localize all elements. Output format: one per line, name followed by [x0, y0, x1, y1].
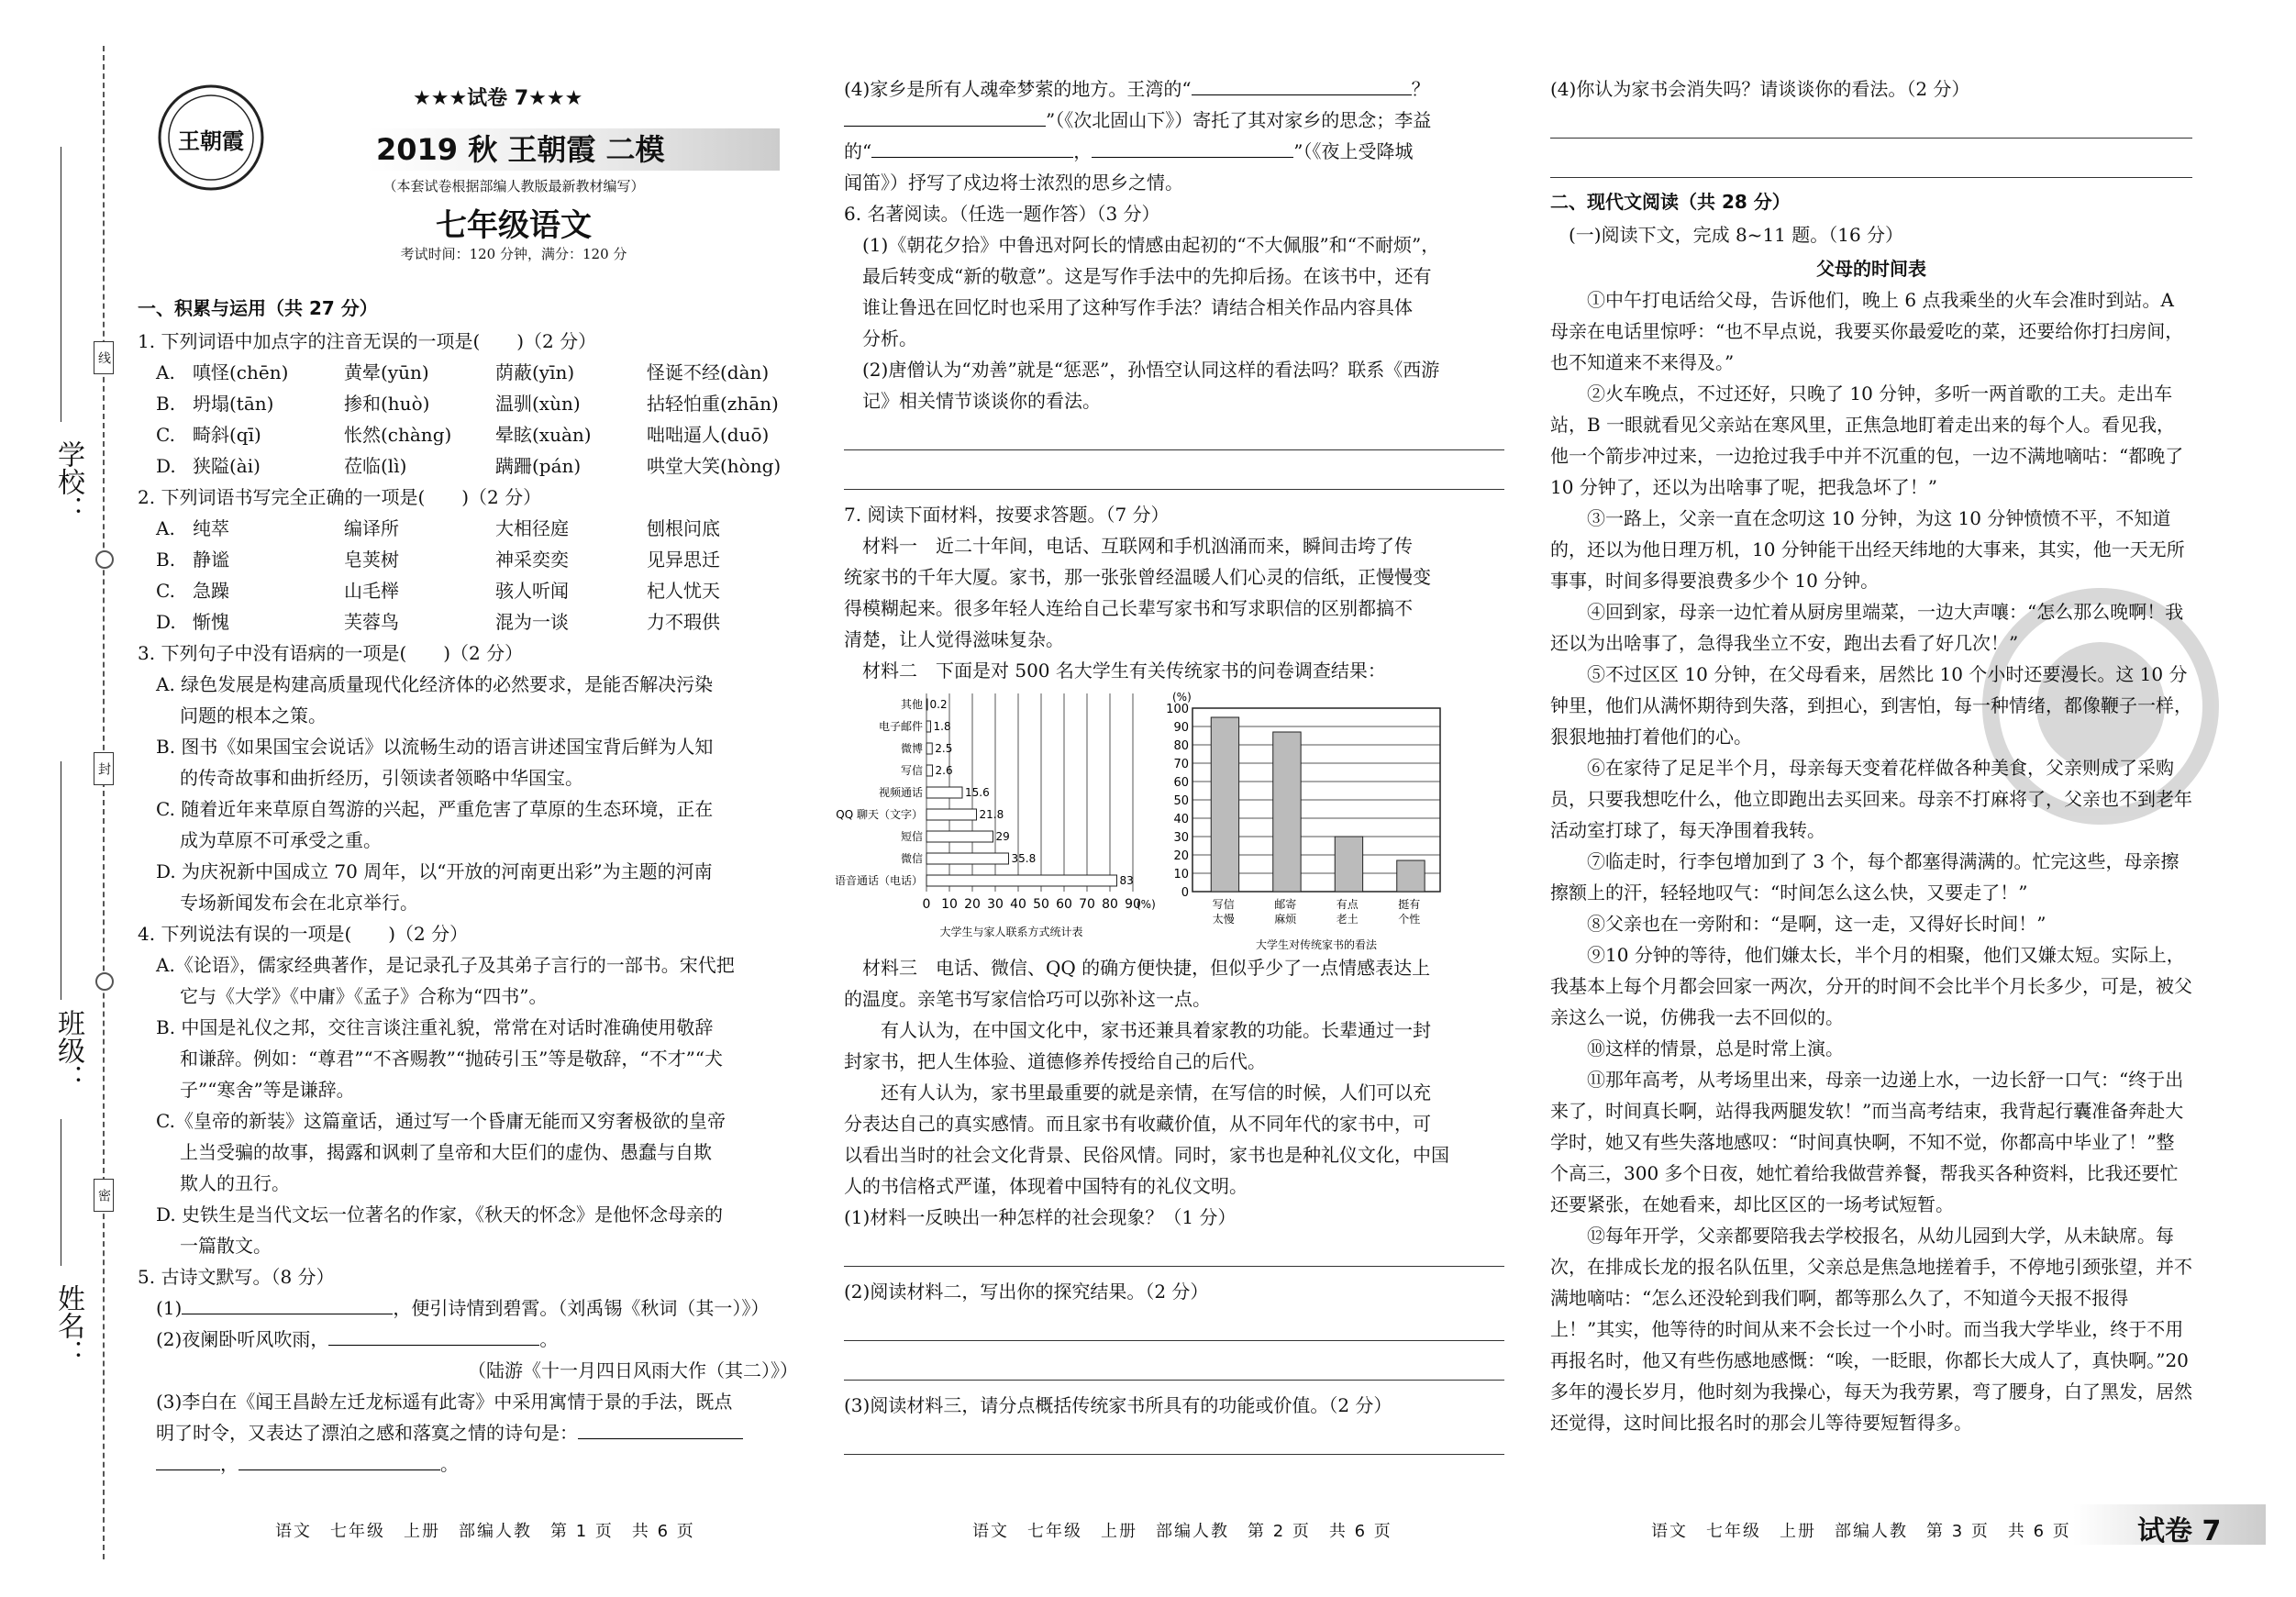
question-stem: 3. 下列句子中没有语病的一项是( )（2 分）	[138, 642, 524, 664]
text-line: 材料一 近二十年间，电话、互联网和手机汹涌而来，瞬间击垮了传	[862, 535, 1413, 557]
text-line: 分析。	[862, 327, 917, 349]
option-grid: A. 纯萃 编译所 大相径庭 刨根问底 B. 静谧 皂荚树 神采奕奕 见异思迁 C. 急躁 山毛榉 骇人听闻 杞人忧天 D. 惭愧 芙蓉鸟 混为一谈 力不瑕供	[156, 517, 720, 633]
bar	[1273, 732, 1301, 892]
bar	[926, 809, 977, 820]
class-label: 班级：	[52, 1009, 84, 1092]
bar	[1211, 717, 1238, 892]
text-line: 人的书信格式严谨，体现着中国特有的礼仪文明。	[844, 1175, 1248, 1197]
category-label: 有点	[1336, 898, 1359, 911]
fill-line: ”（《次北固山下》）寄托了其对家乡的思念；李益	[844, 105, 1504, 136]
category-label: 短信	[900, 830, 923, 843]
category-label: 邮寄	[1274, 898, 1297, 911]
text-line: 分表达自己的真实感情。而且家书有收藏价值，从不同年代的家书中，可	[844, 1113, 1431, 1135]
dashed-cut-line	[103, 46, 105, 1559]
page-1	[138, 64, 798, 1480]
x-axis-unit: (%)	[1137, 898, 1156, 911]
y-tick-label: 80	[1173, 739, 1189, 753]
name-label: 姓名：	[52, 1284, 84, 1367]
text-line: 还有人认为，家书里最重要的就是亲情，在写信的时候，人们可以充	[881, 1081, 1431, 1103]
data-label: 21.8	[979, 808, 1004, 821]
sub-question: (3)阅读材料三，请分点概括传统家书所具有的功能或价值。（2 分）	[844, 1394, 1392, 1416]
data-label: 35.8	[1011, 852, 1037, 865]
x-tick-label: 90	[1125, 897, 1141, 912]
fill-line: ， 。	[138, 1448, 798, 1480]
y-tick-label: 90	[1173, 721, 1189, 735]
option-line: 成为草原不可承受之重。	[180, 829, 382, 851]
y-tick-label: 0	[1181, 886, 1189, 900]
category-label: 写信	[1212, 898, 1235, 911]
fill-line: (3)李白在《闻王昌龄左迁龙标遥有此寄》中采用寓情于景的手法，既点	[156, 1391, 733, 1413]
bar	[926, 787, 962, 798]
answer-line[interactable]	[844, 460, 1504, 490]
bar	[926, 831, 993, 842]
text-line: (1)《朝花夕拾》中鲁迅对阿长的情感由起初的“不大佩服”和“不耐烦”，	[862, 234, 1440, 256]
text-line: 得模糊起来。很多年轻人连给自己长辈写家书和写求职信的区别都搞不	[844, 597, 1413, 619]
bar	[926, 875, 1117, 886]
category-label: 太慢	[1212, 913, 1235, 926]
watermark-seal-icon	[1981, 587, 2220, 826]
paragraph: ⑥在家待了足足半个月，母亲每天变着花样做各种美食，父亲则成了采购员，只要我想吃什么，他立即跑出去买回来。母亲不打麻将了，父亲也不到老年活动室打球了，每天净围着我转。	[1550, 757, 2192, 841]
paragraph: ⑫每年开学，父亲都要陪我去学校报名，从幼儿园到大学，从未缺席。每次，在排成长龙的报名队伍里，父亲总是焦急地搓着手，不停地引颈张望，并不满地嘀咕：“怎么还没轮到我们啊，都等那么久了，不知道今天报不报得上！”其实，他等待的时间从来不会长过一个小时。而当我大学毕业，终于不用再报名时，他又有些伤感地感慨：“唉，一眨眼，你都长大成人了，真快啊。”20 多年的漫长岁月，他时刻为我操心，每天为我劳累，弯了腰身，白了黑发，居然还觉得，这时间比报名时的那会儿等待要短暂得多。	[1550, 1225, 2192, 1434]
option-line: 的传奇故事和曲折经历，引领读者领略中华国宝。	[180, 767, 583, 789]
text-line: 谁让鲁迅在回忆时也采用了这种写作手法？请结合相关作品内容具体	[862, 296, 1413, 318]
fill-line: (1) ，便引诗情到碧霄。（刘禹锡《秋词（其一）》）	[156, 1297, 770, 1319]
y-tick-label: 100	[1166, 703, 1189, 716]
fill-line: (4)家乡是所有人魂牵梦萦的地方。王湾的“ ？	[844, 78, 1430, 100]
category-label: 其他	[900, 698, 923, 711]
option-line: C. 随着近年来草原自驾游的兴起，严重危害了草原的生态环境，正在	[156, 798, 714, 820]
answer-blank[interactable]	[1192, 94, 1412, 95]
answer-line[interactable]	[844, 1311, 1504, 1341]
bar	[926, 765, 933, 776]
category-label: 电子邮件	[878, 720, 923, 733]
section-title: 二、现代文阅读（共 28 分）	[1550, 191, 1791, 213]
bar	[1397, 860, 1425, 892]
answer-blank[interactable]	[156, 1469, 220, 1470]
text-line: 记》相关情节谈谈你的看法。	[862, 390, 1101, 412]
answer-blank[interactable]	[844, 126, 1046, 127]
option-line: 专场新闻发布会在北京举行。	[180, 892, 418, 914]
x-tick-label: 30	[987, 897, 1004, 912]
fill-line: 的“ ， ”（《夜上受降城	[844, 140, 1414, 162]
y-tick-label: 50	[1173, 794, 1189, 808]
exam-tag: 试卷 7	[2073, 1504, 2266, 1545]
answer-blank[interactable]	[328, 1345, 539, 1346]
text-line: 统家书的千年大厦。家书，那一张张曾经温暖人们心灵的信纸，正慢慢变	[844, 566, 1431, 588]
question-stem: 2. 下列词语书写完全正确的一项是( )（2 分）	[138, 486, 542, 508]
paragraph: ②火车晚点，不过还好，只晚了 10 分钟，多听一两首歌的工夫。走出车站，B 一眼就看见父亲站在寒风里，正焦急地盯着走出来的每个人。看见我，他一个箭步冲过来，一边抢过我手中并不沉重的包，一边不满地嘀咕：“都晚了 10 分钟了，还以为出啥事了呢，把我急坏了！”	[1550, 383, 2184, 498]
y-tick-label: 40	[1173, 813, 1189, 826]
text-line: 清楚，让人觉得滋味复杂。	[844, 628, 1064, 650]
bar	[1335, 837, 1362, 892]
option-line: B. 中国是礼仪之邦，交往言谈注重礼貌，常常在对话时准确使用敬辞	[156, 1016, 714, 1038]
option-line: D. 史铁生是当代文坛一位著名的作家，《秋天的怀念》是他怀念母亲的	[156, 1203, 724, 1225]
y-tick-label: 60	[1173, 776, 1189, 790]
y-tick-label: 30	[1173, 831, 1189, 845]
x-tick-label: 40	[1010, 897, 1026, 912]
bar	[926, 743, 932, 754]
paragraph: ⑪那年高考，从考场里出来，母亲一边递上水，一边长舒一口气：“终于出来了，时间真长啊，站得我两腿发软！”而当高考结束，我背起行囊准备奔赴大学时，她又有些失落地感叹：“时间真快啊，不知不觉，你都高中毕业了！”整个高三，300 多个日夜，她忙着给我做营养餐，帮我买各种资料，比我还要忙还要紧张，在她看来，却比区区的一场考试短暂。	[1550, 1069, 2184, 1215]
x-tick-label: 20	[964, 897, 981, 912]
text-line: 以看出当时的社会文化背景、民俗风情。同时，家书也是种礼仪文化，中国	[844, 1144, 1449, 1166]
bar	[926, 853, 1009, 864]
knot-icon	[95, 550, 114, 569]
data-label: 1.8	[933, 720, 951, 733]
y-tick-label: 20	[1173, 849, 1189, 863]
sub-question: (2)阅读材料二，写出你的探究结果。（2 分）	[844, 1281, 1209, 1303]
category-label: 麻烦	[1274, 913, 1297, 926]
option-line: 它与《大学》《中庸》《孟子》合称为“四书”。	[180, 985, 548, 1007]
x-tick-label: 0	[922, 897, 931, 912]
chart-title: 大学生与家人联系方式统计表	[939, 926, 1083, 938]
question-stem: 7. 阅读下面材料，按要求答题。（7 分）	[844, 504, 1170, 526]
option-line: B. 图书《如果国宝会说话》以流畅生动的语言讲述国宝背后鲜为人知	[156, 736, 714, 758]
data-label: 15.6	[965, 786, 990, 799]
contact-method-chart	[834, 686, 1156, 952]
option-line: 和谦辞。例如：“尊君”“不吝赐教”“抛砖引玉”等是敬辞，“不才”“犬	[180, 1048, 724, 1070]
option-line: 子”“寒舍”等是谦辞。	[180, 1079, 355, 1101]
paragraph: ①中午打电话给父母，告诉他们，晚上 6 点我乘坐的火车会准时到站。A 母亲在电话里惊呼：“也不早点说，我要买你最爱吃的菜，还要给你打扫房间，也不知道来不来得及。”	[1550, 289, 2184, 373]
paragraph: ⑦临走时，行李包增加到了 3 个，每个都塞得满满的。忙完这些，母亲擦擦额上的汗，轻轻地叹气：“时间怎么这么快，又要走了！”	[1550, 850, 2180, 904]
sub-section-title: (一)阅读下文，完成 8~11 题。（16 分）	[1569, 224, 1904, 246]
x-tick-label: 10	[941, 897, 958, 912]
seal-mark-secret: 密	[94, 1179, 114, 1212]
category-label: 微信	[900, 852, 923, 865]
exam-header	[138, 64, 798, 284]
answer-line[interactable]	[844, 420, 1504, 450]
x-tick-label: 60	[1056, 897, 1072, 912]
answer-line[interactable]	[844, 1425, 1504, 1455]
option-line: 欺人的丑行。	[180, 1172, 290, 1194]
y-tick-label: 70	[1173, 758, 1189, 771]
question-stem: 1. 下列词语中加点字的注音无误的一项是( )（2 分）	[138, 330, 597, 352]
page-footer: 语文 七年级 上册 部编人教 第 3 页 共 6 页	[1651, 1522, 2071, 1541]
category-label: 老土	[1336, 913, 1359, 926]
category-label: 写信	[900, 764, 923, 777]
answer-blank[interactable]	[578, 1438, 743, 1439]
category-label: 视频通话	[878, 786, 923, 799]
data-label: 0.2	[929, 698, 948, 711]
paragraph: ④回到家，母亲一边忙着从厨房里端菜，一边大声嚷：“怎么那么晚啊！我还以为出啥事了，急得我坐立不安，跑出去看了好几次！”	[1550, 601, 2184, 654]
paragraph: ⑤不过区区 10 分钟，在父母看来，居然比 10 个小时还要漫长。这 10 分钟里，他们从满怀期待到失落，到担心，到害怕，每一种情绪，都像鞭子一样，狠狠地抽打着他们的心。	[1550, 663, 2192, 748]
data-label: 29	[995, 830, 1010, 843]
x-tick-label: 80	[1102, 897, 1118, 912]
data-label: 2.6	[935, 764, 953, 777]
category-label: 微博	[900, 742, 923, 755]
text-line: 最后转变成“新的敬意”。这是写作手法中的先抑后扬。在该书中，还有	[862, 265, 1432, 287]
letter-opinion-chart	[1165, 686, 1468, 952]
text-line: 的温度。亲笔书写家信恰巧可以弥补这一点。	[844, 988, 1211, 1010]
exam-info: 考试时间：120 分钟，满分：120 分	[400, 246, 627, 262]
school-label: 学校：	[52, 440, 84, 523]
option-line: A. 绿色发展是构建高质量现代化经济体的必然要求，是能否解决污染	[156, 673, 714, 695]
page-footer: 语文 七年级 上册 部编人教 第 2 页 共 6 页	[972, 1522, 1392, 1541]
y-axis-unit: (%)	[1172, 691, 1192, 704]
data-label: 2.5	[935, 742, 953, 755]
category-label: 语音通话（电话）	[834, 874, 923, 887]
question-stem: 4. 下列说法有误的一项是( )（2 分）	[138, 923, 469, 945]
subject-title: 七年级语文	[436, 207, 592, 244]
answer-blank[interactable]	[871, 157, 1073, 158]
category-label: 挺有	[1398, 898, 1421, 911]
bar	[926, 721, 931, 732]
answer-blank[interactable]	[238, 1469, 440, 1470]
page-2	[834, 73, 1504, 1464]
option-line: 上当受骗的故事，揭露和讽刺了皇帝和大臣们的虚伪、愚蠢与自欺	[180, 1141, 712, 1163]
paragraph: ⑩这样的情景，总是时常上演。	[1587, 1037, 1844, 1059]
paragraph: ③一路上，父亲一直在念叨这 10 分钟，为这 10 分钟愤愤不平，不知道的，还以为他日理万机，10 分钟能干出经天纬地的大事来，其实，他一天无所事事，时间多得要浪费多少个 10 分钟。	[1550, 507, 2185, 592]
option-line: C.《皇帝的新装》这篇童话，通过写一个昏庸无能而又穷奢极欲的皇帝	[156, 1110, 726, 1132]
page-footer: 语文 七年级 上册 部编人教 第 1 页 共 6 页	[275, 1522, 695, 1541]
option-line: 问题的根本之策。	[180, 704, 327, 726]
logo-text: 王朝霞	[178, 128, 244, 154]
bar	[926, 699, 927, 710]
answer-line[interactable]	[844, 1237, 1504, 1267]
section-title: 一、积累与运用（共 27 分）	[138, 297, 378, 319]
exam-subtitle: （本套试卷根据部编人教版最新教材编写）	[383, 178, 645, 194]
seal-mark-seal: 封	[94, 752, 114, 785]
text-line: 材料三 电话、微信、QQ 的确方便快捷，但似乎少了一点情感表达上	[862, 957, 1431, 979]
data-label: 83	[1119, 874, 1134, 887]
category-label: QQ 聊天（文字）	[836, 808, 923, 821]
exam-badge: ★★★试卷 7★★★	[413, 87, 583, 110]
x-tick-label: 70	[1079, 897, 1095, 912]
paragraph: ⑧父亲也在一旁附和：“是啊，这一走，又得好长时间！”	[1587, 913, 2046, 935]
question-stem: 6. 名著阅读。（任选一题作答）（3 分）	[844, 203, 1160, 225]
fill-line: 明了时令，又表达了漂泊之感和落寞之情的诗句是：	[138, 1417, 798, 1448]
paragraph: ⑨10 分钟的等待，他们嫌太长，半个月的相聚，他们又嫌太短。实际上，我基本上每个月都会回家一两次，分开的时间不会比半个月长多少，可是，被父亲这么一说，仿佛我一去不回似的。	[1550, 944, 2192, 1028]
answer-line[interactable]	[1550, 148, 2192, 178]
source-line: （陆游《十一月四日风雨大作（其二）》）	[468, 1359, 798, 1381]
binding-margin	[0, 0, 138, 1597]
option-line: A.《论语》，儒家经典著作，是记录孔子及其弟子言行的一部书。宋代把	[156, 954, 735, 976]
option-line: 一篇散文。	[180, 1235, 272, 1257]
question-stem: 5. 古诗文默写。（8 分）	[138, 1266, 335, 1288]
y-tick-label: 10	[1173, 868, 1189, 882]
knot-icon	[95, 972, 114, 991]
option-line: D. 为庆祝新中国成立 70 周年，以“开放的河南更出彩”为主题的河南	[156, 860, 713, 882]
option-grid: A. 嗔怪(chēn) 黄晕(yūn) 荫蔽(yīn) 怪诞不经(dàn) B. 坍塌(tān) 掺和(huò) 温驯(xùn) 拈轻怕重(zhān) C. 畸斜(qī) 怅然(chàng) 晕眩(xuàn) 咄咄逼人(duō) D. 狭隘(ài) 莅临(lì) 蹒跚(pán) 哄堂大笑(hòng)	[156, 361, 782, 477]
article-title: 父母的时间表	[1816, 258, 1926, 280]
exam-title: 2019 秋 王朝霞 二模	[367, 128, 780, 171]
sub-question: (4)你认为家书会消失吗？请谈谈你的看法。（2 分）	[1550, 78, 1970, 100]
chart-title: 大学生对传统家书的看法	[1255, 938, 1378, 951]
fill-line: 闻笛》）抒写了戍边将士浓烈的思乡之情。	[844, 172, 1183, 194]
text-line: (2)唐僧认为“劝善”就是“惩恶”，孙悟空认同这样的看法吗？联系《西游	[862, 359, 1440, 381]
seal-mark-line: 线	[94, 341, 114, 374]
text-line: 有人认为，在中国文化中，家书还兼具着家教的功能。长辈通过一封	[881, 1019, 1431, 1041]
answer-blank[interactable]	[1092, 157, 1293, 158]
answer-line[interactable]	[1550, 108, 2192, 139]
category-label: 个性	[1398, 913, 1421, 926]
text-line: 封家书，把人生体验、道德修养传授给自己的后代。	[844, 1050, 1266, 1072]
x-tick-label: 50	[1033, 897, 1049, 912]
sub-question: (1)材料一反映出一种怎样的社会现象？（1 分）	[844, 1206, 1237, 1228]
text-line: 材料二 下面是对 500 名大学生有关传统家书的问卷调查结果：	[862, 660, 1386, 682]
answer-line[interactable]	[844, 1350, 1504, 1381]
fill-line: (2)夜阑卧听风吹雨， 。	[156, 1328, 559, 1350]
